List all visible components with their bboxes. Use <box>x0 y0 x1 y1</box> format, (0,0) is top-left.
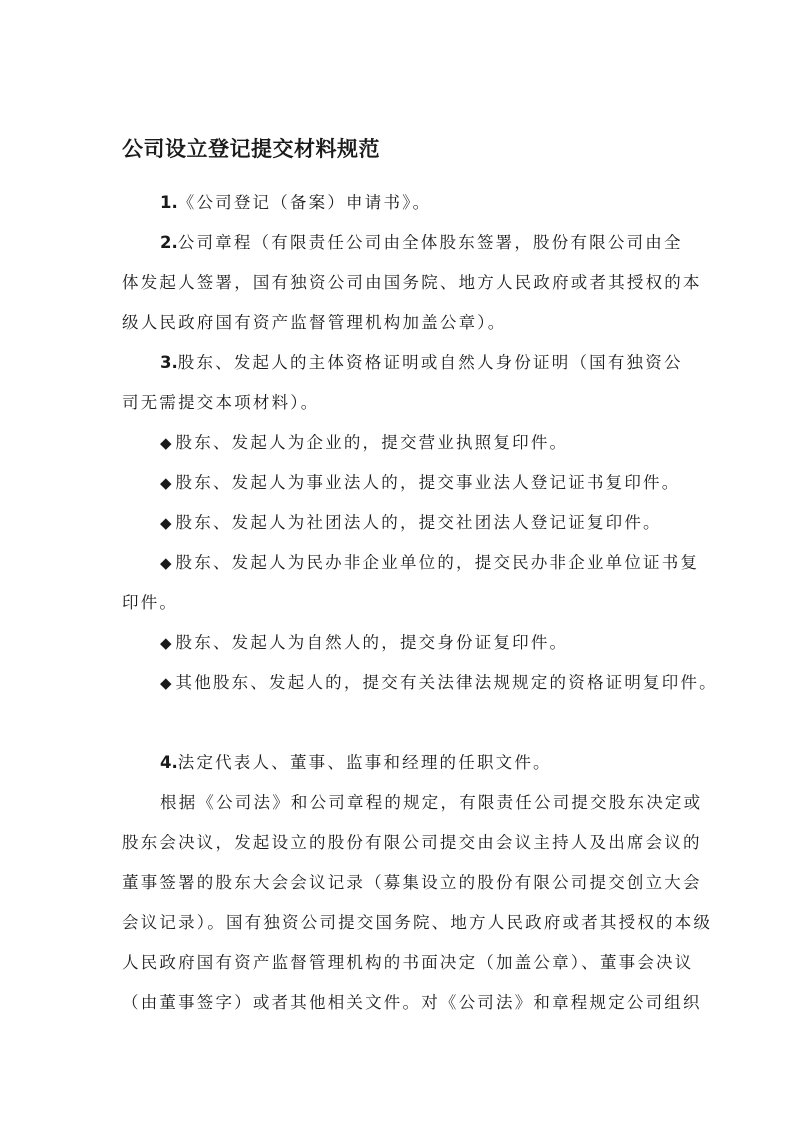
diamond-bullet-icon: ◆ <box>160 514 172 532</box>
bullet-item <box>160 673 718 693</box>
diamond-bullet-icon: ◆ <box>160 474 172 492</box>
line-text: 股东、发起人的主体资格证明或自然人身份证明（国有独资公 <box>177 353 683 372</box>
paragraph-line <box>122 393 319 413</box>
diamond-bullet-icon: ◆ <box>160 674 172 692</box>
paragraph-line <box>122 873 702 893</box>
document-title: 公司设立登记提交材料规范 <box>122 137 380 161</box>
line-text: 根据《公司法》和公司章程的规定，有限责任公司提交股东决定或 <box>160 793 703 812</box>
paragraph-line <box>122 313 506 333</box>
line-text: 股东、发起人为自然人的，提交身份证复印件。 <box>175 633 569 652</box>
item-number: 2. <box>160 233 178 252</box>
line-text: 体发起人签署，国有独资公司由国务院、地方人民政府或者其授权的本 <box>122 273 702 292</box>
paragraph-line <box>122 913 712 933</box>
line-text: 股东、发起人为事业法人的，提交事业法人登记证书复印件。 <box>175 473 681 492</box>
bullet-item <box>160 433 568 453</box>
line-text: 印件。 <box>122 593 179 612</box>
paragraph-line <box>160 793 702 813</box>
item-number: 3. <box>160 353 178 372</box>
line-text: 股东、发起人为社团法人的，提交社团法人登记证复印件。 <box>175 513 662 532</box>
line-text: 《公司登记（备案）申请书》。 <box>177 193 432 212</box>
line-text: 董事签署的股东大会会议记录（募集设立的股份有限公司提交创立大会 <box>122 873 702 892</box>
bullet-item <box>160 633 568 653</box>
paragraph-line <box>122 273 702 293</box>
line-text: 其他股东、发起人的，提交有关法律法规规定的资格证明复印件。 <box>175 673 718 692</box>
item-number: 1. <box>160 193 178 212</box>
diamond-bullet-icon: ◆ <box>160 634 172 652</box>
item-number: 4. <box>160 753 178 772</box>
paragraph-line <box>122 833 702 853</box>
line-text: 股东、发起人为企业的，提交营业执照复印件。 <box>175 433 569 452</box>
diamond-bullet-icon: ◆ <box>160 554 172 572</box>
bullet-item <box>160 473 680 493</box>
line-text: 司无需提交本项材料）。 <box>122 393 320 412</box>
bullet-item <box>160 513 662 533</box>
line-text: 会议记录）。国有独资公司提交国务院、地方人民政府或者其授权的本级 <box>122 913 713 932</box>
line-text: 级人民政府国有资产监督管理机构加盖公章）。 <box>122 313 507 332</box>
line-text: 股东、发起人为民办非企业单位的，提交民办非企业单位证书复 <box>175 553 700 572</box>
line-text: （由董事签字）或者其他相关文件。对《公司法》和章程规定公司组织 <box>122 993 702 1012</box>
diamond-bullet-icon: ◆ <box>160 434 172 452</box>
line-text: 人民政府国有资产监督管理机构的书面决定（加盖公章）、董事会决议 <box>122 953 694 972</box>
list-item-4 <box>160 753 552 773</box>
line-text: 股东会决议，发起设立的股份有限公司提交由会议主持人及出席会议的 <box>122 833 702 852</box>
list-item-3 <box>160 353 683 373</box>
line-text: 公司章程（有限责任公司由全体股东签署，股份有限公司由全 <box>177 233 683 252</box>
paragraph-line <box>122 953 693 973</box>
paragraph-line <box>122 593 178 613</box>
bullet-item <box>160 553 699 573</box>
line-text: 法定代表人、董事、监事和经理的任职文件。 <box>177 753 552 772</box>
paragraph-line <box>122 993 702 1013</box>
list-item-1 <box>160 193 431 213</box>
list-item-2 <box>160 233 683 253</box>
